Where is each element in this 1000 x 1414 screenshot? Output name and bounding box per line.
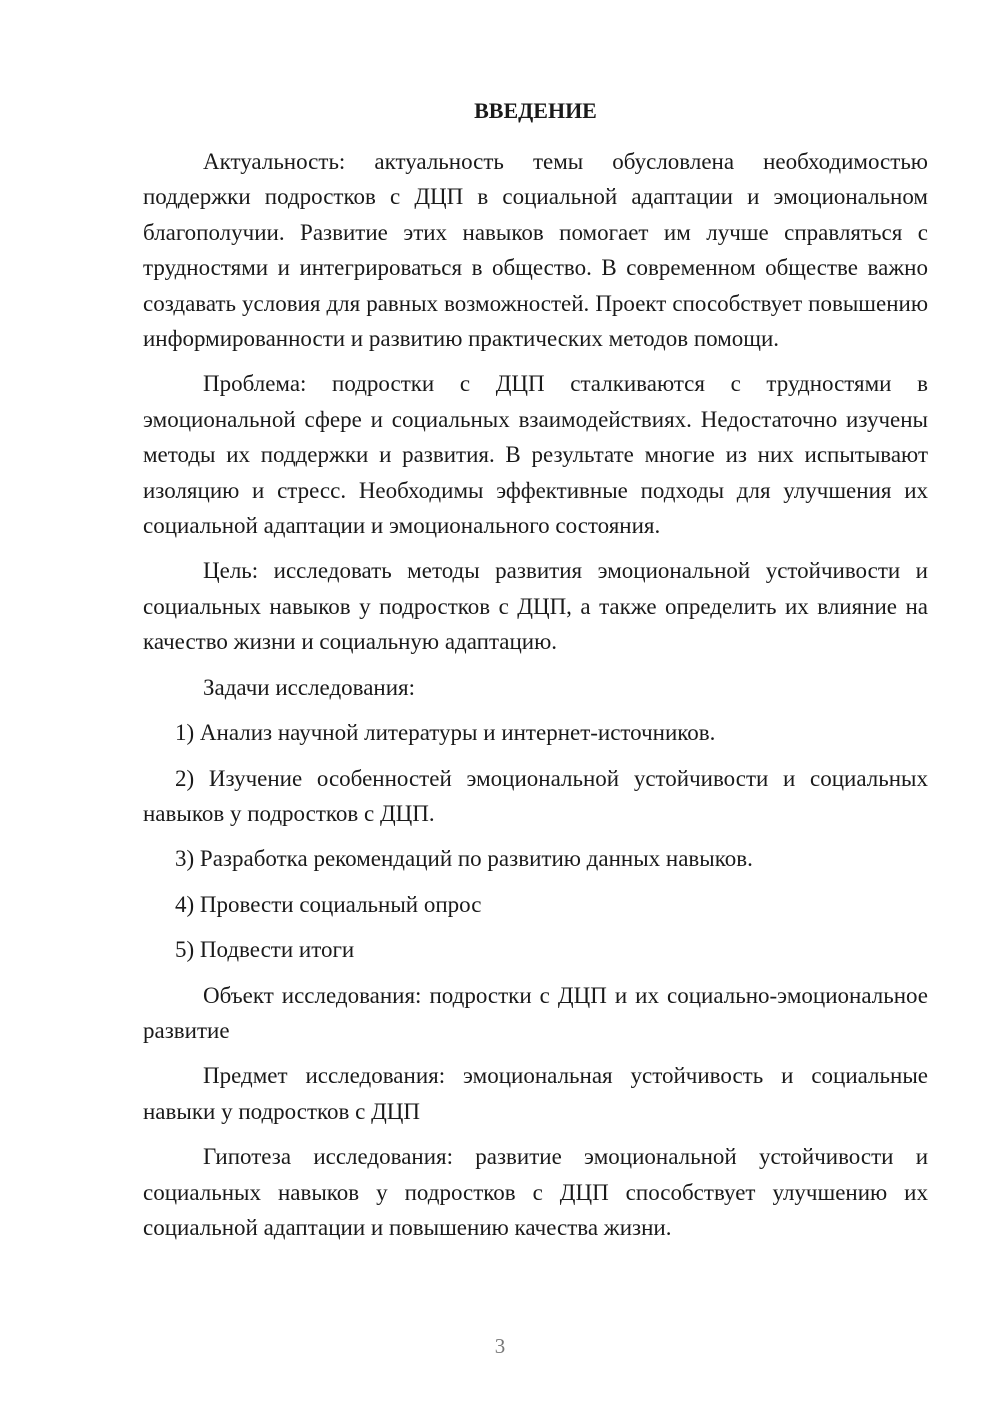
- section-title: ВВЕДЕНИЕ: [474, 98, 597, 123]
- relevance-paragraph: Актуальность: актуальность темы обусловлена необходимостью поддержки подростков с ДЦП в социальной адаптации и эмоциональном благополучии. Развитие этих навыков помогает им лучше справляться с трудностями и интегрироваться в общество. В современном обществе важно создавать условия для равных возможностей. Проект способствует повышению информированности и развитию практических методов помощи.: [143, 149, 928, 352]
- problem-paragraph: Проблема: подростки с ДЦП сталкиваются с трудностями в эмоциональной сфере и социальных взаимодействиях. Недостаточно изучены методы их поддержки и развития. В результате многие из них испытывают изоляцию и стресс. Необходимы эффективные подходы для улучшения их социальной адаптации и эмоционального состояния.: [143, 371, 928, 539]
- page-number: 3: [494, 1334, 506, 1358]
- task-item-2: 2) Изучение особенностей эмоциональной устойчивости и социальных навыков у подростков с ДЦП.: [143, 765, 928, 826]
- subject-paragraph: Предмет исследования: эмоциональная устойчивость и социальные навыки у подростков с ДЦП: [143, 1063, 928, 1124]
- task-item-1: 1) Анализ научной литературы и интернет-источников.: [175, 720, 716, 746]
- hypothesis-paragraph: Гипотеза исследования: развитие эмоциональной устойчивости и социальных навыков у подростков с ДЦП способствует улучшению их социальной адаптации и повышению качества жизни.: [143, 1144, 928, 1240]
- task-item-4: 4) Провести социальный опрос: [175, 891, 482, 917]
- goal-paragraph: Цель: исследовать методы развития эмоциональной устойчивости и социальных навыков у подростков с ДЦП, а также определить их влияние на качество жизни и социальную адаптацию.: [143, 558, 928, 655]
- tasks-heading: Задачи исследования:: [203, 674, 416, 700]
- task-item-3: 3) Разработка рекомендаций по развитию данных навыков.: [175, 846, 753, 872]
- object-paragraph: Объект исследования: подростки с ДЦП и их социально-эмоциональное развитие: [143, 982, 928, 1043]
- task-item-5: 5) Подвести итоги: [175, 937, 355, 963]
- document-page: [143, 96, 928, 1255]
